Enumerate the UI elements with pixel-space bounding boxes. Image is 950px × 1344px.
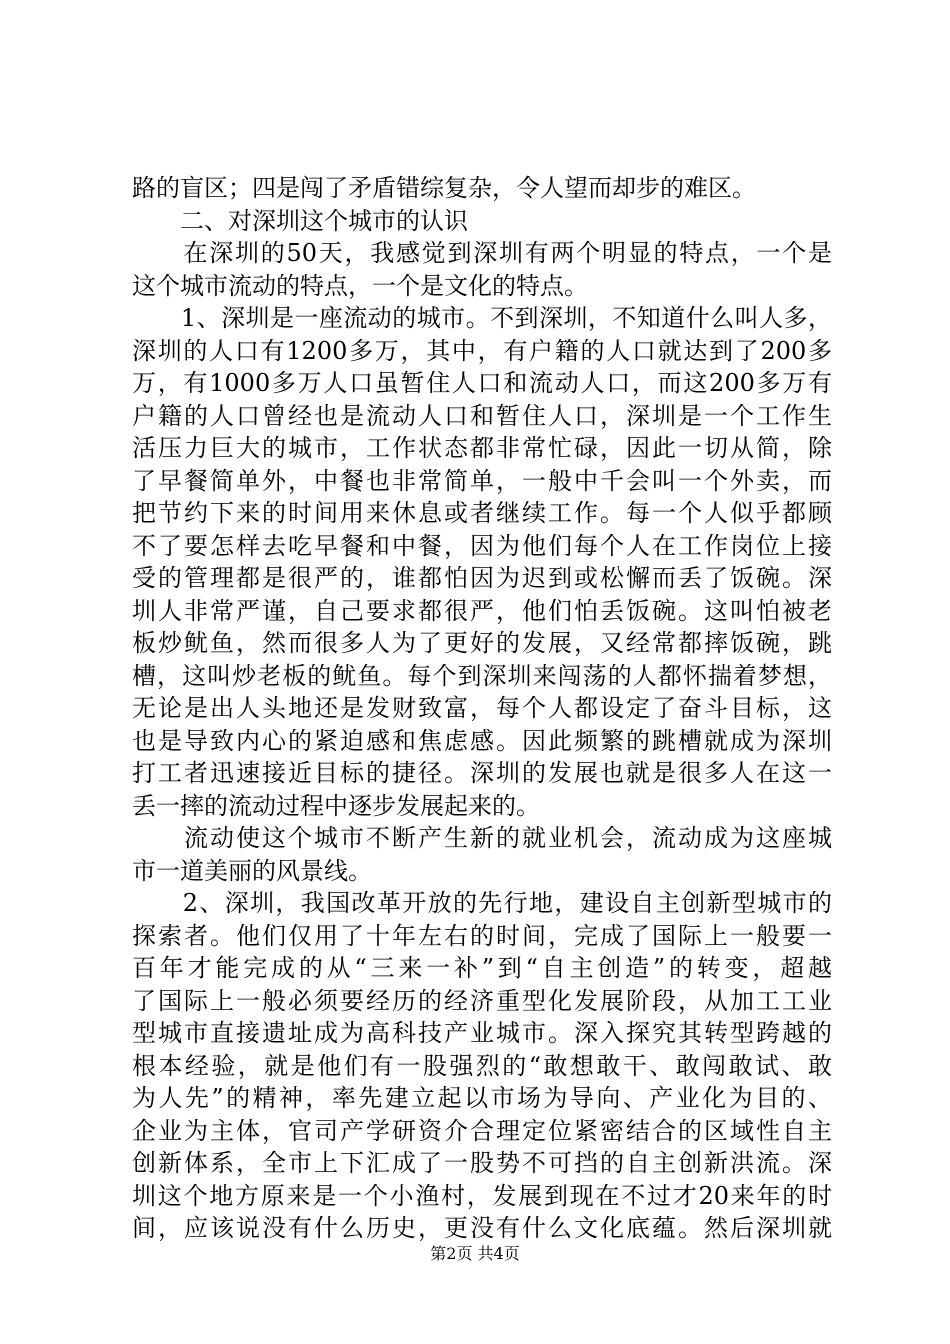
text-line: 不了要怎样去吃早餐和中餐，因为他们每个人在工作岗位上接 <box>132 531 832 560</box>
text-line: 了国际上一般必须要经历的经济重型化发展阶段，从加工工业 <box>132 986 832 1015</box>
text-line: 无论是出人头地还是发财致富，每个人都设定了奋斗目标，这 <box>132 694 832 722</box>
text-line: 在深圳的50天，我感觉到深圳有两个明显的特点，一个是 <box>132 239 832 267</box>
text-line: 深圳的人口有1200多万，其中，有户籍的人口就达到了200多 <box>132 336 832 365</box>
text-line: 型城市直接遗址成为高科技产业城市。深入探究其转型跨越的 <box>132 1019 832 1047</box>
text-line: 把节约下来的时间用来休息或者继续工作。每一个人似乎都顾 <box>132 499 832 527</box>
page-footer: 第2页 共4页 <box>430 1244 520 1263</box>
section-heading: 二、对深圳这个城市的认识 <box>132 206 468 235</box>
text-line: 根本经验，就是他们有一股强烈的“敢想敢干、敢闯敢试、敢 <box>132 1051 832 1080</box>
text-line: 1、深圳是一座流动的城市。不到深圳，不知道什么叫人多， <box>132 304 832 332</box>
text-line: 万，有1000多万人口虽暂住人口和流动人口，而这200多万有 <box>132 369 832 397</box>
text-line: 活压力巨大的城市，工作状态都非常忙碌，因此一切从简，除 <box>132 434 832 462</box>
text-line: 槽，这叫炒老板的鱿鱼。每个到深圳来闯荡的人都怀揣着梦想， <box>132 661 832 690</box>
body-text <box>132 172 832 1245</box>
text-line: 丢一摔的流动过程中逐步发展起来的。 <box>132 791 540 820</box>
text-line: 这个城市流动的特点，一个是文化的特点。 <box>132 271 588 300</box>
text-line: 企业为主体，官司产学研资介合理定位紧密结合的区域性自主 <box>132 1116 832 1145</box>
text-line: 探索者。他们仅用了十年左右的时间，完成了国际上一般要一 <box>132 921 832 950</box>
text-line: 流动使这个城市不断产生新的就业机会，流动成为这座城 <box>132 824 832 852</box>
text-line: 2、深圳，我国改革开放的先行地，建设自主创新型城市的 <box>132 889 832 917</box>
text-line: 打工者迅速接近目标的捷径。深圳的发展也就是很多人在这一 <box>132 759 832 787</box>
text-line: 市一道美丽的风景线。 <box>132 856 372 885</box>
text-line: 为人先”的精神，率先建立起以市场为导向、产业化为目的、 <box>132 1084 832 1112</box>
text-line: 圳这个地方原来是一个小渔村，发展到现在不过才20来年的时 <box>132 1181 832 1210</box>
text-line: 间，应该说没有什么历史，更没有什么文化底蕴。然后深圳就 <box>132 1214 832 1242</box>
text-line: 板炒鱿鱼，然而很多人为了更好的发展，又经常都摔饭碗，跳 <box>132 629 832 657</box>
text-line: 圳人非常严谨，自己要求都很严，他们怕丢饭碗。这叫怕被老 <box>132 596 832 625</box>
text-line: 也是导致内心的紧迫感和焦虑感。因此频繁的跳槽就成为深圳 <box>132 726 832 755</box>
text-line: 了早餐简单外，中餐也非常简单，一般中千会叫一个外卖，而 <box>132 466 832 495</box>
text-line: 创新体系，全市上下汇成了一股势不可挡的自主创新洪流。深 <box>132 1149 832 1177</box>
text-line: 百年才能完成的从“三来一补”到“自主创造”的转变，超越 <box>132 954 832 982</box>
text-line: 受的管理都是很严的，谁都怕因为迟到或松懈而丢了饭碗。深 <box>132 564 832 592</box>
text-line: 户籍的人口曾经也是流动人口和暂住人口，深圳是一个工作生 <box>132 401 832 430</box>
text-line: 路的盲区；四是闯了矛盾错综复杂，令人望而却步的难区。 <box>132 174 756 202</box>
